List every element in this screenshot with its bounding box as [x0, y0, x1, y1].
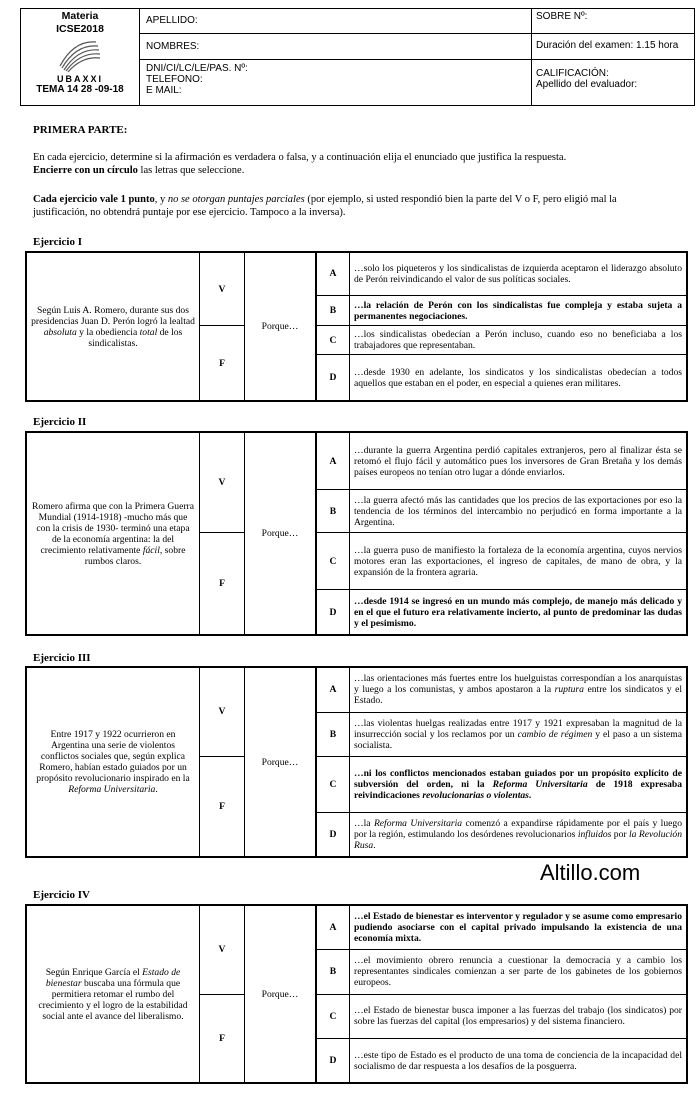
nombres-field[interactable]: [139, 33, 532, 60]
calificacion-label: CALIFICACIÓN:: [536, 68, 609, 79]
exercise-2-option-b: …la guerra afectó más las cantidades que los precios de las exportaciones por eso la tendencia de los términos del intercambio no perjudicó en forma importante a la Argentina.: [350, 490, 688, 533]
sobre-label: SOBRE Nº:: [536, 11, 588, 22]
exercise-2-statement: Romero afirma que con la Primera Guerra Mundial (1914-1918) -mucho más que con la crisis de 1930- terminó una etapa de la economía argentina: la del crecimiento relativamente fácil, sobre rumbos claros.: [26, 432, 200, 635]
dni-label: DNI/CI/LC/LE/PAS. Nº:: [146, 63, 248, 74]
exercise-2-option-d: …desde 1914 se ingresó en un mundo más complejo, de manejo más delicado y en el que el futuro era relativamente incierto, al punto de predominar las dudas y el pesimismo.: [350, 590, 688, 635]
exercise-1-letter-b[interactable]: B: [316, 295, 350, 326]
exercise-2-false-option[interactable]: F: [200, 533, 245, 635]
instructions-end: las letras que seleccione.: [137, 165, 245, 176]
scoring-note: [33, 193, 673, 219]
exercise-3-title: Ejercicio III: [33, 652, 91, 664]
duracion-label: Duración del examen: 1.15 hora: [536, 40, 679, 51]
exercise-1-letter-d[interactable]: D: [316, 355, 350, 401]
scoring-bold: Cada ejercicio vale 1 punto: [33, 194, 155, 205]
exercise-4-letter-d[interactable]: D: [316, 1039, 350, 1084]
exercise-3-option-c: …ni los conflictos mencionados estaban guiados por un propósito explícito de subversión del orden, ni la Reforma Universitaria de 1918 expresaba reivindicaciones revolucionarias o violentas.: [350, 756, 688, 812]
exercise-1-option-c: …los sindicalistas obedecían a Perón incluso, cuando eso no beneficiaba a los trabajadores que representaban.: [350, 326, 688, 355]
contact-field[interactable]: [139, 59, 532, 106]
calificacion-box[interactable]: [531, 59, 695, 106]
exercise-3-porque: Porque…: [245, 667, 317, 857]
exercise-2-letter-b[interactable]: B: [316, 490, 350, 533]
exercise-1-porque: Porque…: [245, 252, 317, 401]
sobre-field[interactable]: [531, 8, 695, 34]
exercise-2-title: Ejercicio II: [33, 416, 87, 428]
exercise-1-statement: Según Luis A. Romero, durante sus dos presidencias Juan D. Perón logró la lealtad absoluta y la obediencia total de los sindicalistas.: [26, 252, 200, 401]
exercise-2-true-option[interactable]: V: [200, 432, 245, 533]
exercise-3-letter-c[interactable]: C: [316, 756, 350, 812]
materia-label: Materia: [61, 10, 99, 22]
exercise-4-option-a: …el Estado de bienestar es interventor y regulador y se asume como empresario pudiendo asociarse con el capital privado impulsando la existencia de una economía mixta.: [350, 905, 688, 950]
email-label: E MAIL:: [146, 85, 182, 96]
exercise-4-option-b: …el movimiento obrero renuncia a cuestionar la democracia y a cambio los representantes sindicales comienzan a ser parte de los gabinetes de los gobiernos europeos.: [350, 950, 688, 995]
exercise-1-true-option[interactable]: V: [200, 252, 245, 326]
evaluador-label: Apellido del evaluador:: [536, 79, 638, 90]
exercise-3-option-d: …la Reforma Universitaria comenzó a expandirse rápidamente por el país y luego por la región, estimulando los desórdenes revolucionarios influidos por la Revolución Rusa.: [350, 812, 688, 857]
exercise-4-title: Ejercicio IV: [33, 889, 90, 901]
exercise-3-letter-b[interactable]: B: [316, 712, 350, 756]
exercise-4-true-option[interactable]: V: [200, 905, 245, 994]
exercise-1-letter-a[interactable]: A: [316, 252, 350, 295]
apellido-label: APELLIDO:: [146, 15, 198, 26]
exercise-2-letter-c[interactable]: C: [316, 533, 350, 590]
exercise-2-letter-a[interactable]: A: [316, 432, 350, 490]
exercise-4-option-d: …este tipo de Estado es el producto de una toma de conciencia de la incapacidad del socialismo de dar respuesta a los desafíos de la posguerra.: [350, 1039, 688, 1084]
exercise-3-true-option[interactable]: V: [200, 667, 245, 756]
exercise-1-false-option[interactable]: F: [200, 326, 245, 401]
subject-box: [20, 8, 140, 106]
exercise-3-letter-a[interactable]: A: [316, 667, 350, 712]
materia-code: ICSE2018: [56, 23, 104, 35]
exercise-4-letter-b[interactable]: B: [316, 950, 350, 995]
exercise-3-option-a: …las orientaciones más fuertes entre los huelguistas correspondían a los anarquistas y luego a los comunistas, y ambos apostaron a la ruptura entre los sindicatos y el Estado.: [350, 667, 688, 712]
scoring-text: (por ejemplo, si usted respondió bien la parte del V o F, pero eligió mal la justificación, no obtendrá puntaje por ese ejercicio. Tampoco a la inversa).: [33, 194, 617, 218]
section-title: PRIMERA PARTE:: [33, 124, 128, 136]
exercise-1-option-b: …la relación de Perón con los sindicalistas fue compleja y estaba sujeta a permanentes negociaciones.: [350, 295, 688, 326]
telefono-label: TELEFONO:: [146, 74, 203, 85]
exercise-4-false-option[interactable]: F: [200, 994, 245, 1083]
ubaxxi-logo-icon: [58, 38, 102, 74]
exercise-2-option-a: …durante la guerra Argentina perdió capitales extranjeros, pero al finalizar ésta se retomó el flujo fácil y automático pues los inversores de Gran Bretaña y los demás países europeos no tenían otro lugar a dónde enviarlos.: [350, 432, 688, 490]
exercise-1-letter-c[interactable]: C: [316, 326, 350, 355]
exercise-4-porque: Porque…: [245, 905, 317, 1083]
exercise-2-table: [25, 431, 688, 636]
exercise-1-option-a: …solo los piqueteros y los sindicalistas de izquierda aceptaron el liderazgo absoluto de Perón reivindicando el valor de sus políticas sociales.: [350, 252, 688, 295]
duracion-box: [531, 33, 695, 60]
exercise-3-table: [25, 666, 688, 858]
exercise-1-table: [25, 251, 688, 402]
nombres-label: NOMBRES:: [146, 41, 200, 52]
altillo-watermark: Altillo.com: [540, 860, 641, 885]
instructions: [33, 151, 673, 177]
instructions-text: En cada ejercicio, determine si la afirmación es verdadera o falsa, y a continuación elija el enunciado que justifica la respuesta.: [33, 152, 567, 163]
exercise-2-porque: Porque…: [245, 432, 317, 635]
exercise-4-table: [25, 904, 688, 1084]
exercise-1-option-d: …desde 1930 en adelante, los sindicatos y los sindicalistas obedecían a todos aquellos que estaban en el poder, en especial a quienes eran militares.: [350, 355, 688, 401]
exercise-1-title: Ejercicio I: [33, 236, 82, 248]
exercise-4-option-c: …el Estado de bienestar busca imponer a las fuerzas del trabajo (los sindicatos) por sobre las fuerzas del capital (los empresarios) y del sistema financiero.: [350, 994, 688, 1039]
exercise-4-letter-c[interactable]: C: [316, 994, 350, 1039]
scoring-sep: , y: [154, 194, 168, 205]
instructions-bold: Encierre con un círculo: [33, 165, 138, 176]
exercise-4-statement: Según Enrique García el Estado de bienestar buscaba una fórmula que permitiera retomar el rumbo del crecimiento y el logro de la estabilidad social ante el avance del liberalismo.: [26, 905, 200, 1083]
exercise-2-letter-d[interactable]: D: [316, 590, 350, 635]
logo-text: UBAXXI: [56, 74, 103, 84]
exercise-3-false-option[interactable]: F: [200, 756, 245, 857]
scoring-italic: no se otorgan puntajes parciales: [167, 194, 305, 205]
exercise-4-letter-a[interactable]: A: [316, 905, 350, 950]
exercise-3-letter-d[interactable]: D: [316, 812, 350, 857]
apellido-field[interactable]: [139, 8, 532, 34]
exercise-2-option-c: …la guerra puso de manifiesto la fortaleza de la economía argentina, cuyos nervios motores eran las exportaciones, el ingreso de capitales, de mano de obra, y la expansión de la frontera agraria.: [350, 533, 688, 590]
exercise-3-statement: Entre 1917 y 1922 ocurrieron en Argentina una serie de violentos conflictos sociales que, según explica Romero, habían estado guiados por un propósito revolucionario inspirado en la Reforma Universitaria.: [26, 667, 200, 857]
exercise-3-option-b: …las violentas huelgas realizadas entre 1917 y 1921 expresaban la magnitud de la insurrección social y los reclamos por un cambio de régimen y el paso a un sistema socialista.: [350, 712, 688, 756]
tema: TEMA 14 28 -09-18: [36, 84, 124, 95]
exam-header: [20, 8, 695, 106]
